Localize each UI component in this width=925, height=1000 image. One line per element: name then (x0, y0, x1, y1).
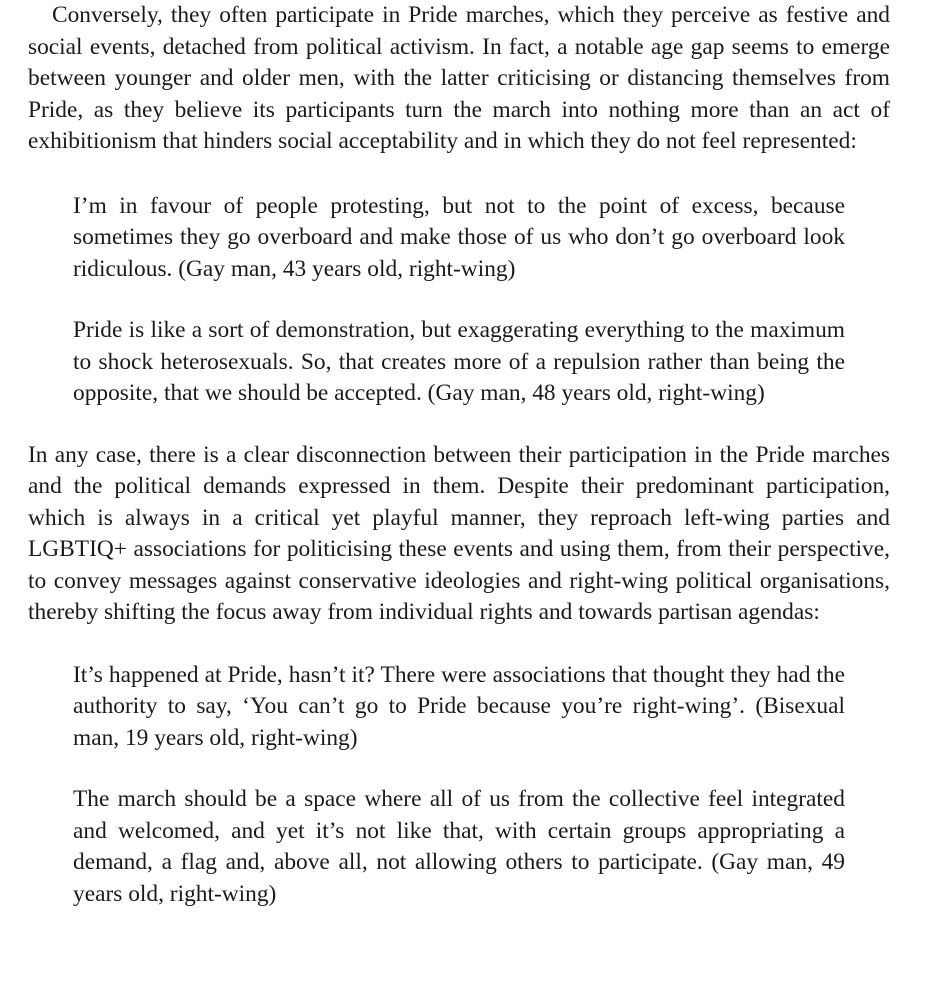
document-page (28, 0, 890, 910)
block-quote-4: The march should be a space where all of us from the collective feel integrated and welcomed, and yet it’s not like that, with certain groups appropriating a demand, a flag and, above all, not allowing others to participate. (Gay man, 49 years old, right-wing) (73, 786, 845, 907)
body-paragraph-1: Conversely, they often participate in Pride marches, which they perceive as festive and social events, detached from political activism. In fact, a notable age gap seems to emerge between younger and older men, with the latter criticising or distancing themselves from Pride, as they believe its participants turn the march into nothing more than an act of exhibitionism that hinders social acceptability and in which they do not feel represented: (28, 2, 890, 154)
block-quote-3: It’s happened at Pride, hasn’t it? There were associations that thought they had the authority to say, ‘You can’t go to Pride because you’re right-wing’. (Bisexual man, 19 years old, right-wing) (73, 661, 845, 751)
block-quote-1: I’m in favour of people protesting, but not to the point of excess, because sometimes they go overboard and make those of us who don’t go overboard look ridiculous. (Gay man, 43 years old, right-wing) (73, 192, 845, 282)
block-quote-2: Pride is like a sort of demonstration, but exaggerating everything to the maximum to shock heterosexuals. So, that creates more of a repulsion rather than being the opposite, that we should be accepted. (Gay man, 48 years old, right-wing) (73, 317, 845, 406)
body-paragraph-2: In any case, there is a clear disconnection between their participation in the Pride marches and the political demands expressed in them. Despite their predominant participation, which is always in a critical yet playful manner, they reproach left-wing parties and LGBTIQ+ associations for politicising these events and using them, from their perspective, to convey messages against conservative ideologies and right-wing political organisations, thereby shifting the focus away from individual rights and towards partisan agendas: (28, 441, 890, 625)
